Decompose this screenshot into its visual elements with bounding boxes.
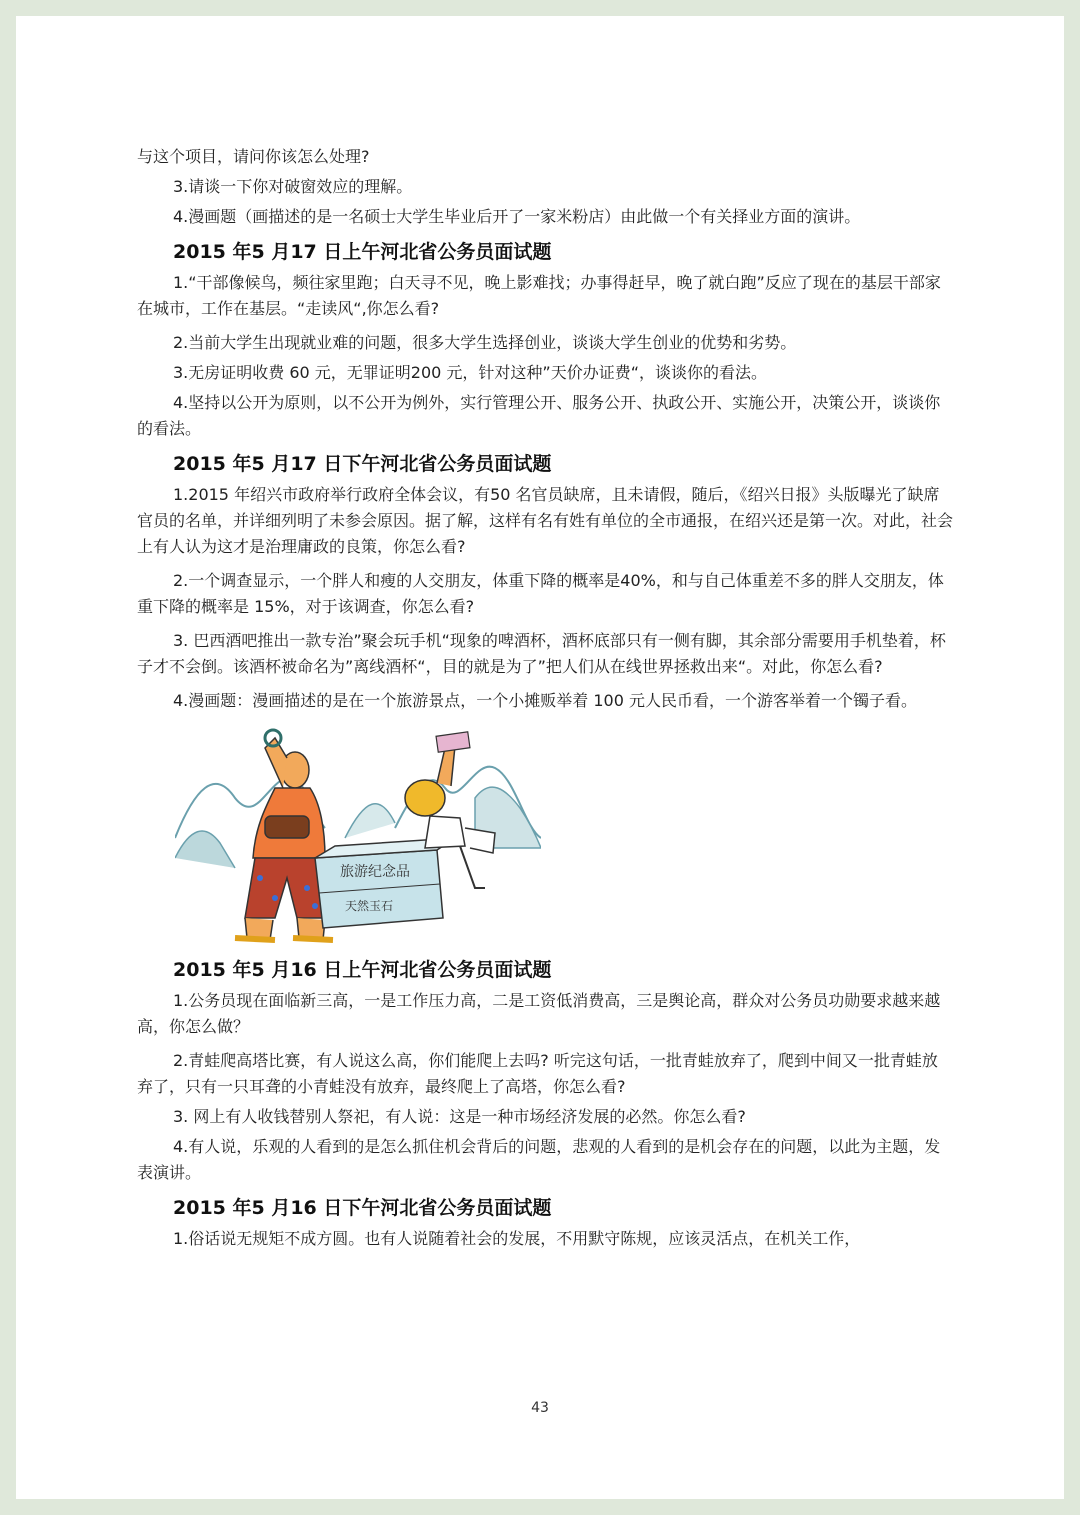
section-heading: 2015 年5 月17 日上午河北省公务员面试题 xyxy=(173,241,552,263)
text-line: 4.漫画题（画描述的是一名硕士大学生毕业后开了一家米粉店）由此做一个有关择业方面的演讲。 xyxy=(173,207,861,226)
cartoon-sign-text: 旅游纪念品 xyxy=(340,864,410,880)
cartoon-sign-text: 天然玉石 xyxy=(345,899,394,913)
section-heading: 2015 年5 月16 日上午河北省公务员面试题 xyxy=(173,959,552,981)
question-item: 4.漫画题：漫画描述的是在一个旅游景点，一个小摊贩举着 100 元人民币看，一个游客举着一个镯子看。 xyxy=(173,691,917,710)
question-item: 3.无房证明收费 60 元，无罪证明200 元，针对这种”天价办证费“，谈谈你的看法。 xyxy=(173,363,768,382)
page-content xyxy=(137,144,953,1252)
section-heading: 2015 年5 月16 日下午河北省公务员面试题 xyxy=(173,1197,552,1219)
question-item: 4.有人说，乐观的人看到的是怎么抓住机会背后的问题，悲观的人看到的是机会存在的问题，以此为主题，发表演讲。 xyxy=(137,1137,941,1182)
question-item: 1.公务员现在面临新三高，一是工作压力高，二是工资低消费高，三是舆论高，群众对公务员功勋要求越来越高，你怎么做？ xyxy=(137,991,941,1036)
document-page xyxy=(16,16,1064,1499)
question-item: 1.“干部像候鸟，频往家里跑；白天寻不见，晚上影难找；办事得赶早，晚了就白跑”反应了现在的基层干部家在城市，工作在基层。“走读风“,你怎么看? xyxy=(137,273,941,318)
question-item: 3. 巴西酒吧推出一款专治”聚会玩手机“现象的啤酒杯，酒杯底部只有一侧有脚，其余部分需要用手机垫着，杯子才不会倒。该酒杯被命名为”离线酒杯“，目的就是为了”把人们从在线世界拯救出来“。对此，你怎么看? xyxy=(137,631,946,676)
text-line: 与这个项目，请问你该怎么处理? xyxy=(137,147,370,166)
question-item: 1.俗话说无规矩不成方圆。也有人说随着社会的发展，不用默守陈规，应该灵活点，在机关工作， xyxy=(173,1229,861,1248)
section-heading: 2015 年5 月17 日下午河北省公务员面试题 xyxy=(173,453,552,475)
page-number: 43 xyxy=(531,1400,549,1416)
cartoon-illustration xyxy=(175,728,541,946)
question-item: 2.青蛙爬高塔比赛，有人说这么高，你们能爬上去吗? 听完这句话，一批青蛙放弃了，爬到中间又一批青蛙放弃了，只有一只耳聋的小青蛙没有放弃，最终爬上了高塔，你怎么看? xyxy=(137,1051,938,1096)
question-item: 3. 网上有人收钱替别人祭祀，有人说：这是一种市场经济发展的必然。你怎么看? xyxy=(173,1107,746,1126)
question-item: 4.坚持以公开为原则，以不公开为例外，实行管理公开、服务公开、执政公开、实施公开，决策公开，谈谈你的看法。 xyxy=(137,393,941,438)
question-item: 2.一个调查显示，一个胖人和瘦的人交朋友，体重下降的概率是40%，和与自己体重差不多的胖人交朋友，体重下降的概率是 15%，对于该调查，你怎么看? xyxy=(137,571,944,616)
question-item: 2.当前大学生出现就业难的问题，很多大学生选择创业，谈谈大学生创业的优势和劣势。 xyxy=(173,333,797,352)
question-item: 1.2015 年绍兴市政府举行政府全体会议，有50 名官员缺席，且未请假，随后，《绍兴日报》头版曝光了缺席官员的名单，并详细列明了未参会原因。据了解，这样有名有姓有单位的全市通报，在绍兴还是第一次。对此，社会上有人认为这才是治理庸政的良策，你怎么看? xyxy=(137,485,954,556)
text-line: 3.请谈一下你对破窗效应的理解。 xyxy=(173,177,413,196)
